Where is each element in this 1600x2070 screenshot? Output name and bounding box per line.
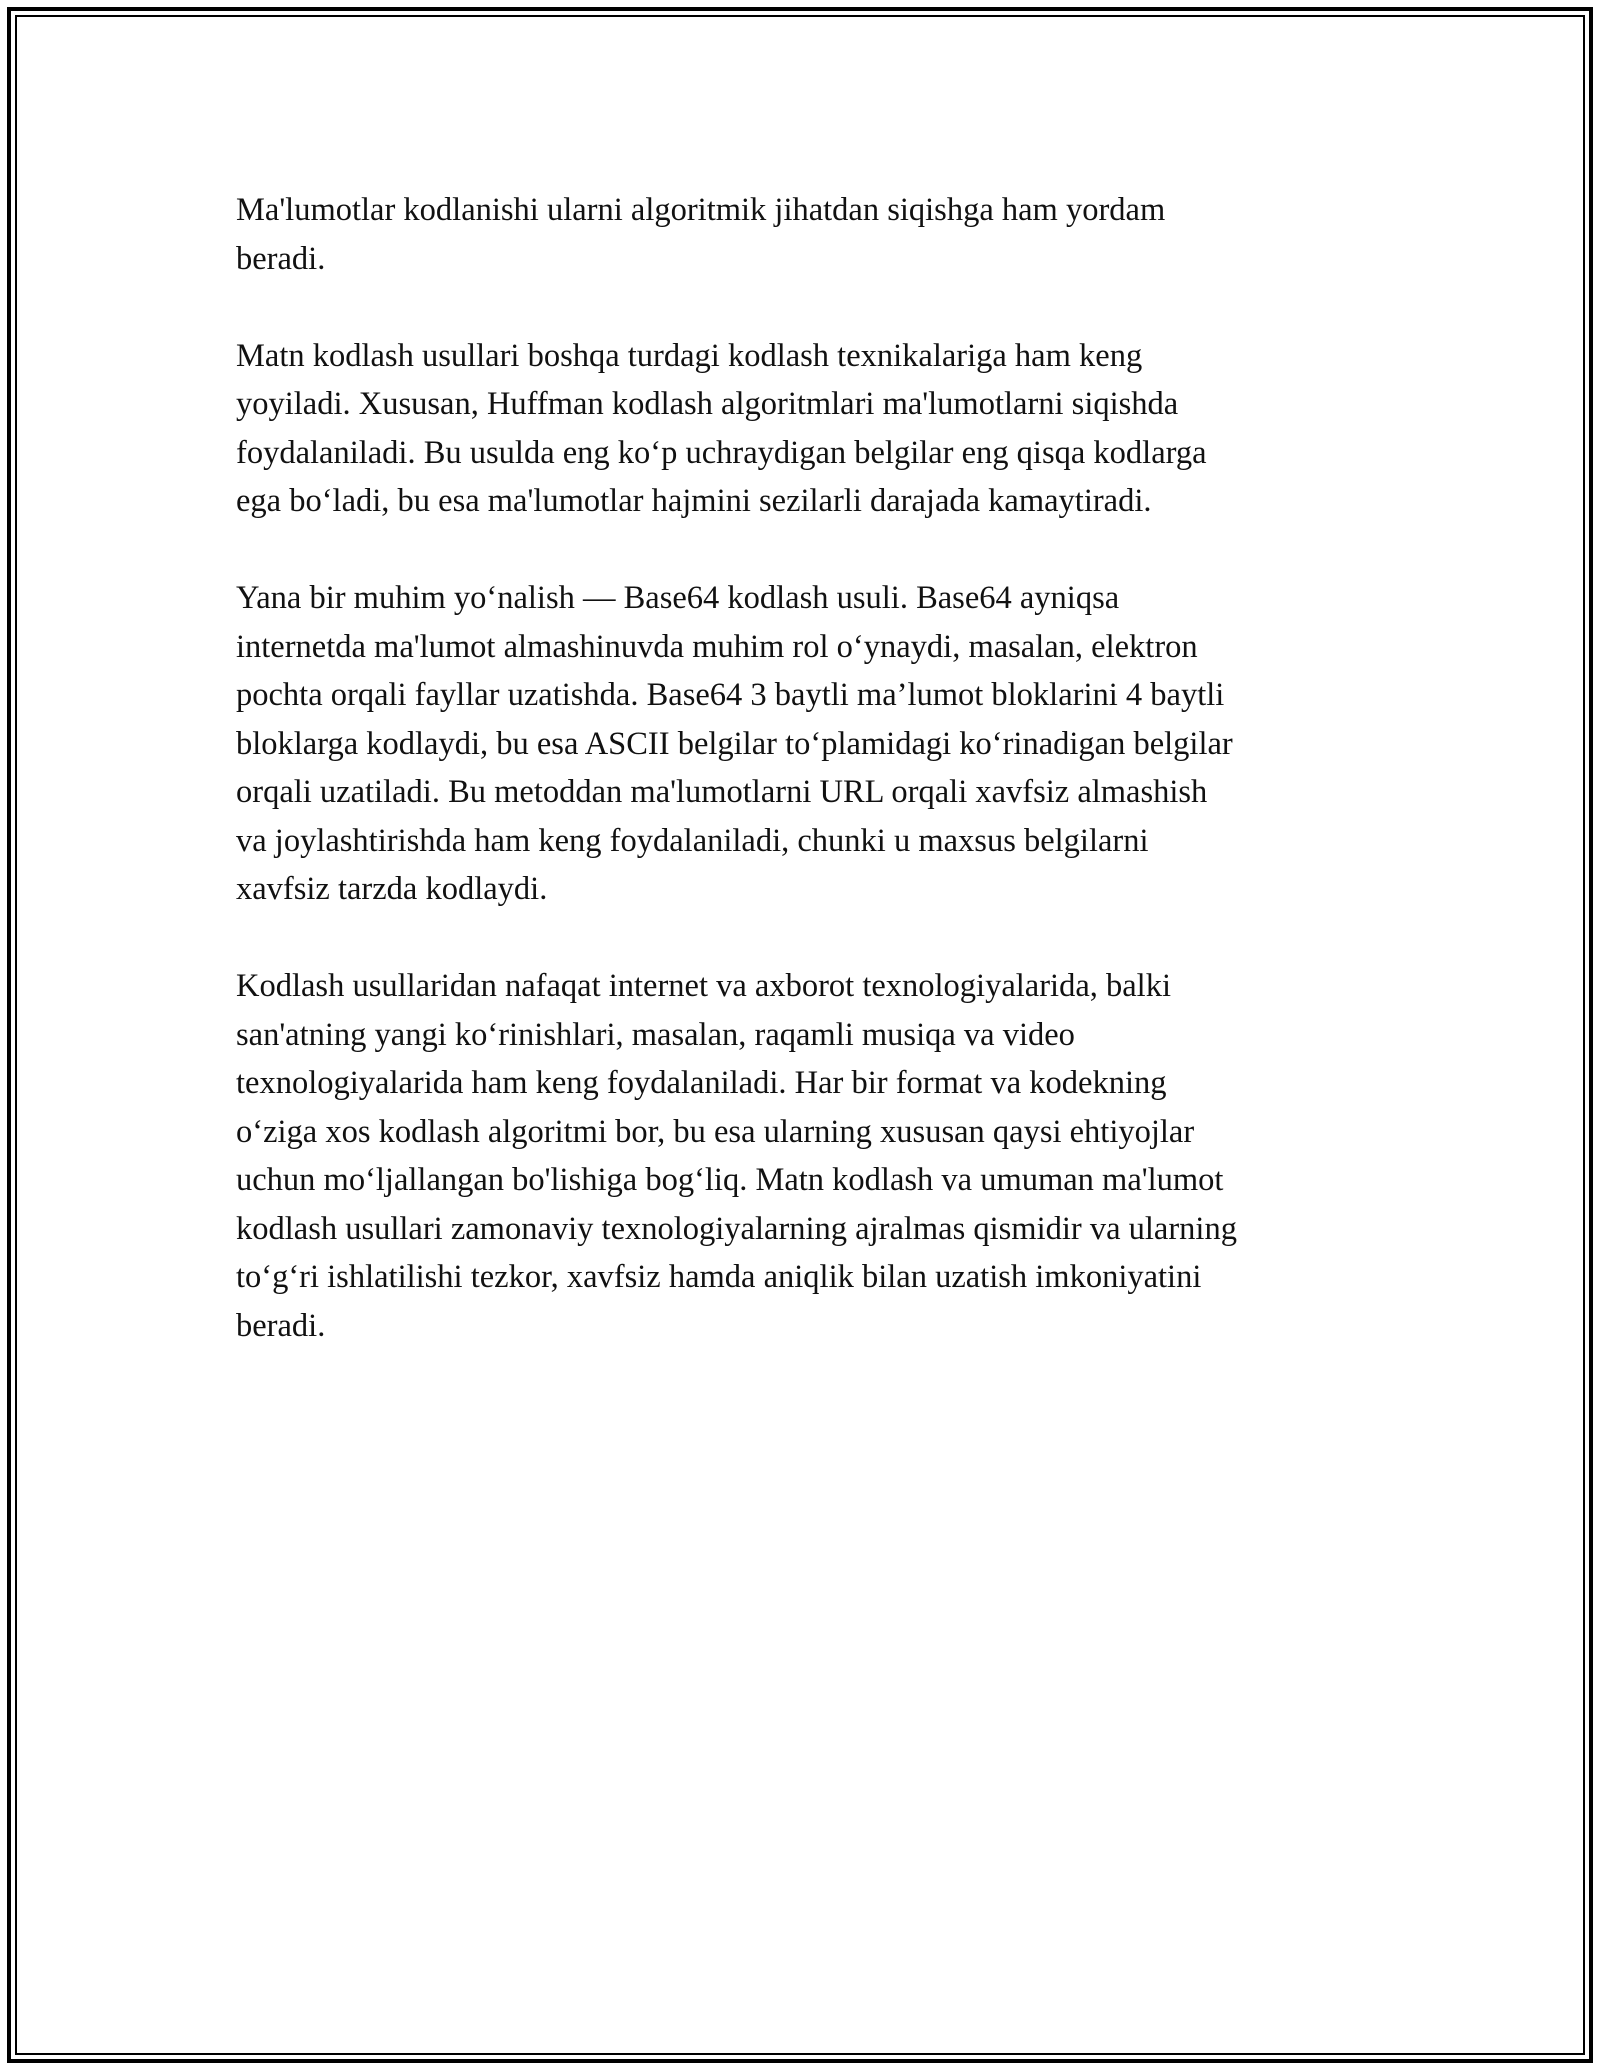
text-line: va joylashtirishda ham keng foydalaniladi, chunki u maxsus belgilarni <box>236 822 1149 859</box>
text-line: Ma'lumotlar kodlanishi ularni algoritmik jihatdan siqishga ham yordam <box>236 192 1166 228</box>
text-line: beradi. <box>236 1307 326 1344</box>
text-line: orqali uzatiladi. Bu metoddan ma'lumotlarni URL orqali xavfsiz almashish <box>236 774 1208 810</box>
paragraph-3 <box>236 574 1376 914</box>
text-line: uchun mo‘ljallangan bo'lishiga bog‘liq. Matn kodlash va umuman ma'lumot <box>236 1162 1224 1198</box>
text-line: to‘g‘ri ishlatilishi tezkor, xavfsiz hamda aniqlik bilan uzatish imkoniyatini <box>236 1259 1202 1295</box>
text-line: beradi. <box>236 240 326 277</box>
paragraph-4 <box>236 962 1376 1350</box>
text-line: Yana bir muhim yo‘nalish — Base64 kodlash usuli. Base64 ayniqsa <box>236 580 1120 616</box>
document-body <box>236 186 1376 1399</box>
paragraph-2 <box>236 332 1376 526</box>
text-line: foydalaniladi. Bu usulda eng ko‘p uchraydigan belgilar eng qisqa kodlarga <box>236 434 1207 471</box>
paragraph-1 <box>236 186 1376 283</box>
text-line: Matn kodlash usullari boshqa turdagi kodlash texnikalariga ham keng <box>236 337 1143 374</box>
text-line: Kodlash usullaridan nafaqat internet va axborot texnologiyalarida, balki <box>236 968 1171 1004</box>
text-line: internetda ma'lumot almashinuvda muhim rol o‘ynaydi, masalan, elektron <box>236 628 1198 665</box>
text-line: yoyiladi. Xususan, Huffman kodlash algoritmlari ma'lumotlarni siqishda <box>236 386 1179 422</box>
text-line: o‘ziga xos kodlash algoritmi bor, bu esa ularning xususan qaysi ehtiyojlar <box>236 1113 1195 1150</box>
text-line: san'atning yangi ko‘rinishlari, masalan, raqamli musiqa va video <box>236 1016 1075 1053</box>
text-line: texnologiyalarida ham keng foydalaniladi. Har bir format va kodekning <box>236 1065 1167 1101</box>
text-line: kodlash usullari zamonaviy texnologiyalarning ajralmas qismidir va ularning <box>236 1210 1237 1247</box>
text-line: xavfsiz tarzda kodlaydi. <box>236 871 548 907</box>
text-line: pochta orqali fayllar uzatishda. Base64 3 baytli ma’lumot bloklarini 4 baytli <box>236 677 1225 713</box>
text-line: bloklarga kodlaydi, bu esa ASCII belgilar to‘plamidagi ko‘rinadigan belgilar <box>236 725 1233 762</box>
text-line: ega bo‘ladi, bu esa ma'lumotlar hajmini sezilarli darajada kamaytiradi. <box>236 483 1152 519</box>
